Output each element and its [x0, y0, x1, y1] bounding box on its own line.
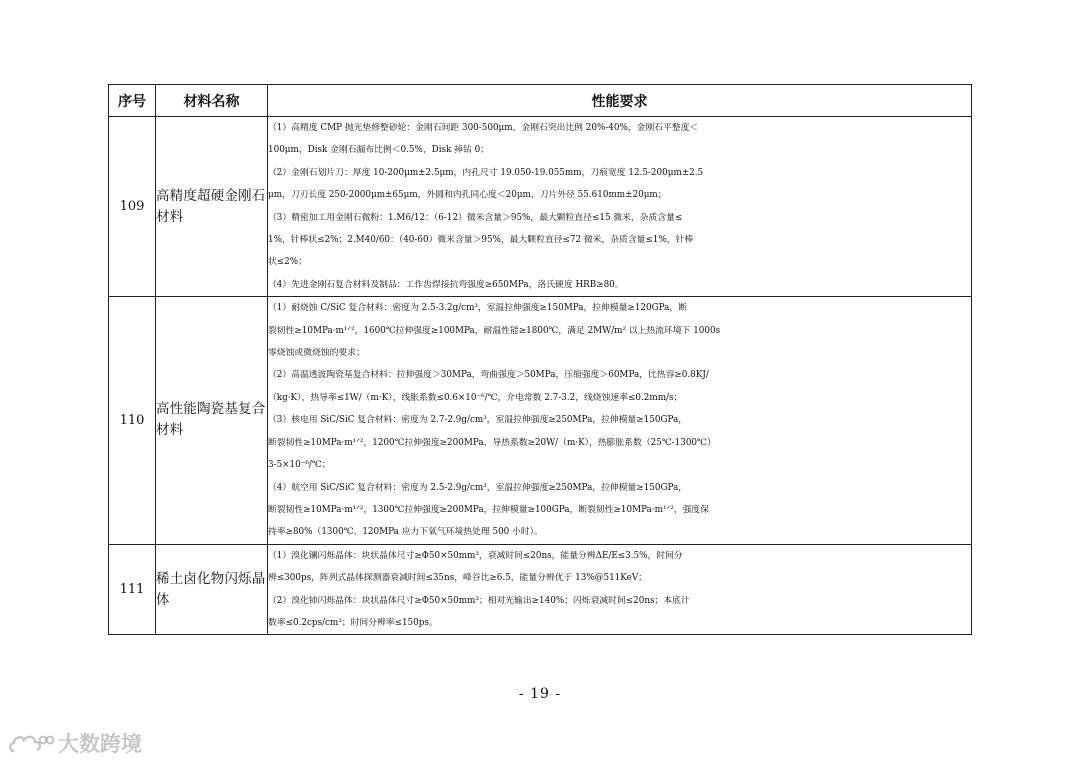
performance-requirements	[268, 117, 972, 297]
requirement-line: （3）核电用 SiC/SiC 复合材料：密度为 2.7-2.9g/cm³，室温拉伸强度≥250MPa，拉伸模量≥150GPa，	[268, 415, 688, 426]
header-name: 材料名称	[156, 85, 268, 117]
page-number: - 19 -	[518, 686, 562, 702]
requirement-line: 3-5×10⁻⁶/℃；	[268, 460, 331, 471]
requirement-line: （4）先进金刚石复合材料及制品：工作齿焊接抗弯强度≥650MPa，洛氏硬度 HRB≥80。	[268, 279, 624, 290]
header-performance: 性能要求	[268, 85, 972, 117]
row-index: 109	[109, 117, 156, 297]
requirement-line: （1）溴化镧闪烁晶体：块状晶体尺寸≥Φ50×50mm³，衰减时间≤20ns，能量分辨ΔE/E≤3.5%，时间分	[268, 550, 683, 561]
requirement-line: （2）金刚石划片刀：厚度 10-200μm±2.5μm，内孔尺寸 19.050-19.055mm，刀痕宽度 12.5-200μm±2.5	[268, 167, 704, 178]
cloud-logo-icon	[8, 731, 54, 755]
material-name: 高性能陶瓷基复合材料	[156, 297, 268, 544]
requirement-line: 100μm，Disk 金刚石漏布比例＜0.5%，Disk 掉钻 0；	[268, 145, 489, 156]
requirement-line: μm，刀刃长度 250-2000μm±65μm，外圆和内孔同心度＜20μm，刀片外径 55.610mm±20μm；	[268, 190, 667, 201]
table-row	[109, 544, 972, 635]
requirement-line: （kg·K），热导率≤1W/（m·K），线胀系数≤0.6×10⁻⁶/℃，介电常数 2.7-3.2，线烧蚀速率≤0.2mm/s；	[268, 392, 683, 403]
requirement-line: 持率≥80%（1300℃、120MPa 应力下氧气环境热处理 500 小时）。	[268, 527, 543, 538]
requirement-line: 1%，针棒状≤2%；2.M40/60：（40-60）微米含量＞95%，最大颗粒直径≤72 微米，杂质含量≤1%，针棒	[268, 235, 694, 246]
requirement-line: 辨≤300ps，阵列式晶体探测器衰减时间≤35ns，峰谷比≥6.5，能量分辨优于 13%@511KeV；	[268, 573, 647, 584]
requirement-line: （2）溴化铈闪烁晶体：块状晶体尺寸≥Φ50×50mm³；相对光输出≥140%；闪烁衰减时间≤20ns；本底计	[268, 595, 690, 606]
row-index: 111	[109, 544, 156, 635]
requirement-line: 零烧蚀或微烧蚀的要求；	[268, 348, 365, 359]
requirement-line: （4）航空用 SiC/SiC 复合材料：密度为 2.5-2.9g/cm³，室温拉伸强度≥250MPa，拉伸模量≥150GPa，	[268, 482, 688, 493]
material-name: 稀土卤化物闪烁晶体	[156, 544, 268, 635]
requirement-line: 状≤2%；	[268, 257, 307, 268]
requirement-line: （2）高温透波陶瓷基复合材料：拉伸强度＞30MPa，弯曲强度＞50MPa，压缩强度＞60MPa，比热容≥0.8KJ/	[268, 370, 709, 381]
requirement-line: 断裂韧性≥10MPa·m¹ᐟ²，1200℃拉伸强度≥200MPa，导热系数≥20W/（m·K），热膨胀系数（25℃-1300℃）	[268, 437, 716, 448]
table-row	[109, 117, 972, 297]
material-name: 高精度超硬金刚石材料	[156, 117, 268, 297]
requirement-line: 断裂韧性≥10MPa·m¹ᐟ²，1300℃拉伸强度≥200MPa，拉伸模量≥100GPa，断裂韧性≥10MPa·m¹ᐟ²，强度保	[268, 504, 709, 515]
requirement-line: （1）耐烧蚀 C/SiC 复合材料：密度为 2.5-3.2g/cm³，室温拉伸强度≥150MPa，拉伸模量≥120GPa，断	[268, 303, 688, 314]
performance-requirements	[268, 297, 972, 544]
performance-requirements	[268, 544, 972, 635]
requirement-line: （1）高精度 CMP 抛光垫修整砂轮：金刚石间距 300-500μm，金刚石突出比例 20%-40%，金刚石平整度＜	[268, 123, 699, 133]
watermark-text: 大数跨境	[58, 732, 142, 756]
requirement-line: 裂韧性≥10MPa·m¹ᐟ²，1600℃拉伸强度≥100MPa，耐温性能≥1800℃，满足 2MW/m² 以上热流环境下 1000s	[268, 325, 721, 336]
watermark	[8, 728, 142, 758]
header-index: 序号	[109, 85, 156, 117]
table-row	[109, 297, 972, 544]
spec-table	[108, 84, 972, 635]
row-index: 110	[109, 297, 156, 544]
requirement-line: 数率≤0.2cps/cm³；时间分辨率≤150ps。	[268, 617, 438, 628]
table-header-row	[109, 85, 972, 117]
requirement-line: （3）精密加工用金刚石微粉：1.M6/12：（6-12）微米含量＞95%，最大颗粒直径≤15 微米，杂质含量≤	[268, 212, 683, 223]
